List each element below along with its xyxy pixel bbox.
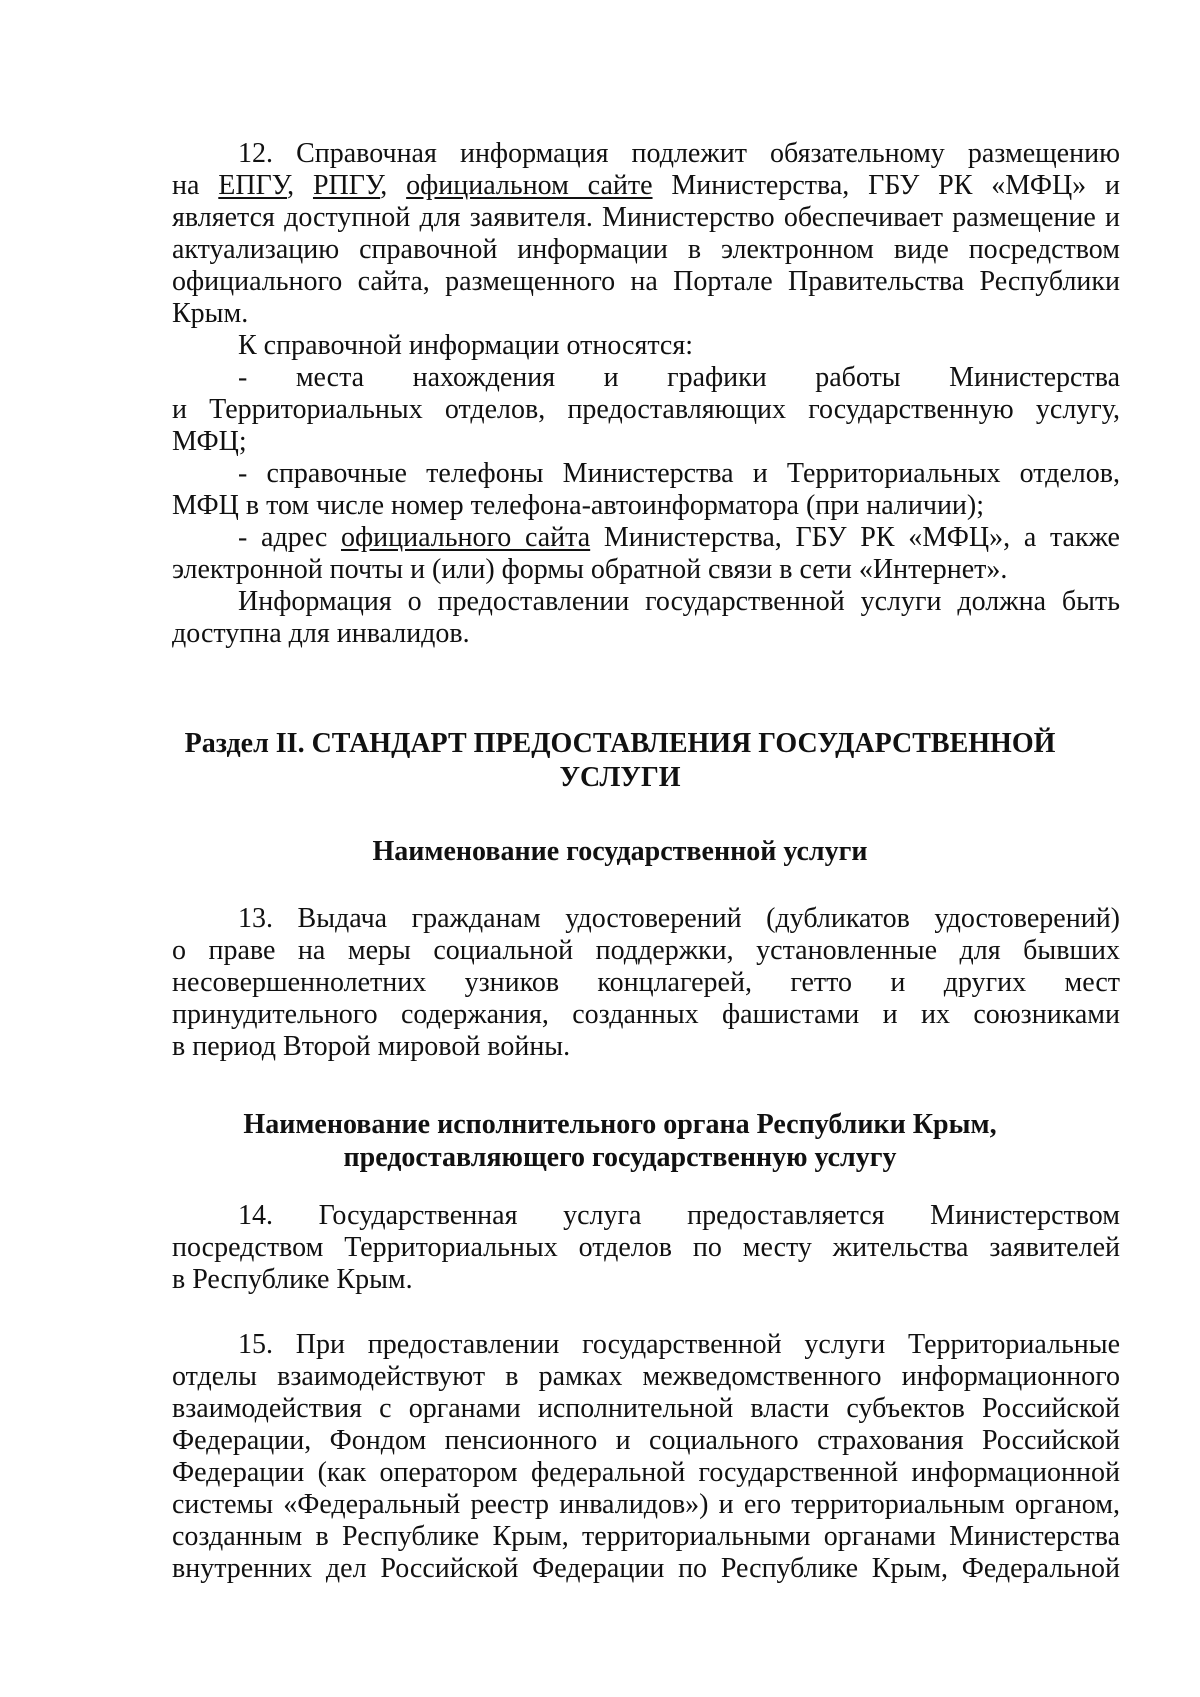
para15-line-8: внутренних дел Российской Федерации по Республике Крым, Федеральной — [172, 1553, 1120, 1584]
bullet1-line-3: МФЦ; — [172, 426, 247, 457]
reference-intro: К справочной информации относятся: — [238, 330, 693, 361]
bullet3-text: Министерства, ГБУ РК «МФЦ», а также — [590, 522, 1120, 553]
para13-line-5: в период Второй мировой войны. — [172, 1031, 571, 1062]
para12-line-4: актуализацию справочной информации в электронном виде посредством — [172, 234, 1120, 265]
para12-line-3: является доступной для заявителя. Министерство обеспечивает размещение и — [172, 202, 1120, 233]
para12-text: Министерства, ГБУ РК «МФЦ» и — [652, 170, 1121, 201]
bullet1-line-2: и Территориальных отделов, предоставляющих государственную услугу, — [172, 394, 1120, 425]
bullet3-line-2: электронной почты и (или) формы обратной связи в сети «Интернет». — [172, 554, 1008, 585]
para15-line-4: Федерации, Фондом пенсионного и социального страхования Российской — [172, 1425, 1120, 1456]
para12-text: , — [380, 170, 407, 201]
accessibility-line-2: доступна для инвалидов. — [172, 618, 470, 649]
link-rpgu: РПГУ — [312, 170, 381, 201]
para12-line-5: официального сайта, размещенного на Портале Правительства Республики — [172, 266, 1120, 297]
section-title-line-1: Раздел II. СТАНДАРТ ПРЕДОСТАВЛЕНИЯ ГОСУДАРСТВЕННОЙ — [184, 728, 1056, 759]
para15-line-6: системы «Федеральный реестр инвалидов») и его территориальным органом, — [172, 1489, 1120, 1520]
para15-line-2: отделы взаимодействуют в рамках межведомственного информационного — [172, 1361, 1120, 1392]
para14-line-2: посредством Территориальных отделов по месту жительства заявителей — [172, 1232, 1120, 1263]
para15-line-7: созданным в Республике Крым, территориальными органами Министерства — [172, 1521, 1120, 1552]
bullet2-line-2: МФЦ в том числе номер телефона-автоинформатора (при наличии); — [172, 490, 985, 521]
para15-line-1: 15. При предоставлении государственной услуги Территориальные — [238, 1329, 1120, 1360]
heading-service-name: Наименование государственной услуги — [372, 836, 868, 867]
para12-line-6: Крым. — [172, 298, 249, 329]
heading-authority-line-1: Наименование исполнительного органа Республики Крым, — [243, 1109, 997, 1140]
para12-text: , — [287, 170, 313, 201]
para14-line-3: в Республике Крым. — [172, 1264, 413, 1295]
bullet3-line-1 — [238, 521, 1120, 555]
bullet1-line-1: - места нахождения и графики работы Министерства — [238, 362, 1120, 393]
para13-line-3: несовершеннолетних узников концлагерей, гетто и других мест — [172, 967, 1120, 998]
para15-line-5: Федерации (как оператором федеральной государственной информационной — [172, 1457, 1120, 1488]
para13-line-1: 13. Выдача гражданам удостоверений (дубликатов удостоверений) — [238, 903, 1120, 934]
para12-line-1: 12. Справочная информация подлежит обязательному размещению — [238, 138, 1120, 169]
bullet3-text: - адрес — [238, 522, 341, 553]
section-title-line-2: УСЛУГИ — [559, 762, 681, 793]
heading-authority-line-2: предоставляющего государственную услугу — [343, 1142, 897, 1173]
para13-line-4: принудительного содержания, созданных фашистами и их союзниками — [172, 999, 1120, 1030]
bullet2-line-1: - справочные телефоны Министерства и Территориальных отделов, — [238, 458, 1120, 489]
para12-line-2 — [172, 169, 1120, 203]
link-official-site-2: официального сайта — [340, 522, 591, 553]
para14-line-1: 14. Государственная услуга предоставляется Министерством — [238, 1200, 1120, 1231]
para15-line-3: взаимодействия с органами исполнительной власти субъектов Российской — [172, 1393, 1120, 1424]
accessibility-line-1: Информация о предоставлении государственной услуги должна быть — [238, 586, 1120, 617]
para12-text: на — [172, 170, 219, 201]
link-official-site: официальном сайте — [406, 170, 653, 201]
para13-line-2: о праве на меры социальной поддержки, установленные для бывших — [172, 935, 1120, 966]
link-epgu: ЕПГУ — [218, 170, 288, 201]
